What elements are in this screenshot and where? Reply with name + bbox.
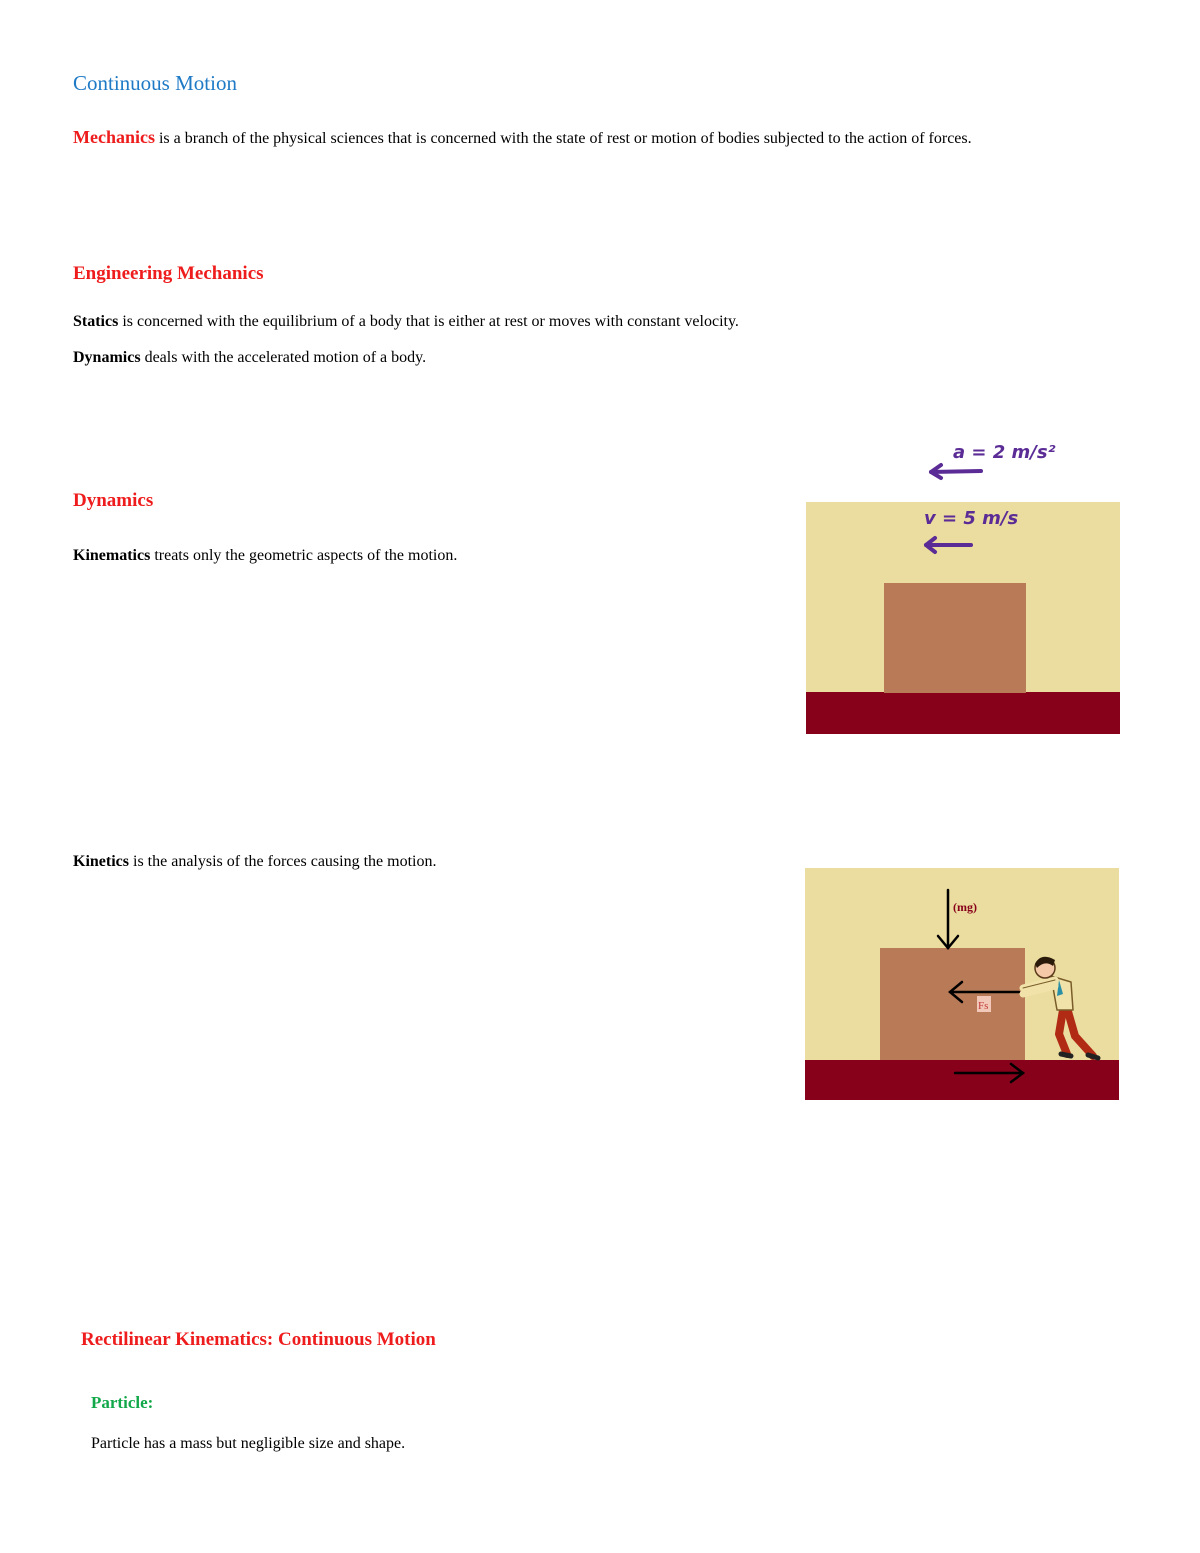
dynamics-term: Dynamics [73, 349, 141, 366]
mechanics-paragraph [73, 127, 972, 149]
mechanics-term: Mechanics [73, 127, 155, 147]
kinematics-paragraph [73, 546, 457, 566]
dynamics-definition-paragraph [73, 348, 426, 368]
particle-definition: Particle has a mass but negligible size and shape. [91, 1435, 406, 1452]
handwritten-annotations [915, 432, 1085, 504]
kinematics-term: Kinematics [73, 547, 151, 564]
weight-label: (mg) [953, 900, 977, 914]
friction-label: Fs [978, 1000, 989, 1012]
floor [805, 1060, 1119, 1100]
statics-text: is concerned with the equilibrium of a body that is either at rest or moves with constant velocity. [118, 313, 739, 330]
kinematics-text: treats only the geometric aspects of the motion. [150, 547, 458, 564]
kinetics-text: is the analysis of the forces causing the motion. [129, 853, 437, 870]
box [880, 948, 1025, 1060]
kinetics-paragraph [73, 852, 436, 872]
acceleration-label: a = 2 m/s² [953, 442, 1056, 463]
kinetics-term: Kinetics [73, 853, 129, 870]
statics-paragraph [73, 312, 739, 332]
engineering-mechanics-heading: Engineering Mechanics [73, 263, 264, 284]
mechanics-definition: is a branch of the physical sciences that is concerned with the state of rest or motion of bodies subjected to the action of forces. [154, 130, 972, 147]
kinematics-figure [806, 502, 1120, 734]
particle-heading: Particle: [91, 1393, 154, 1412]
rectilinear-heading: Rectilinear Kinematics: Continuous Motion [81, 1329, 436, 1350]
dynamics-heading: Dynamics [73, 490, 154, 511]
kinetics-figure [805, 868, 1119, 1100]
floor [806, 692, 1120, 734]
page-title: Continuous Motion [73, 71, 237, 95]
statics-term: Statics [73, 313, 119, 330]
dynamics-text: deals with the accelerated motion of a body. [140, 349, 427, 366]
velocity-label: v = 5 m/s [924, 508, 1019, 529]
box [884, 583, 1026, 693]
